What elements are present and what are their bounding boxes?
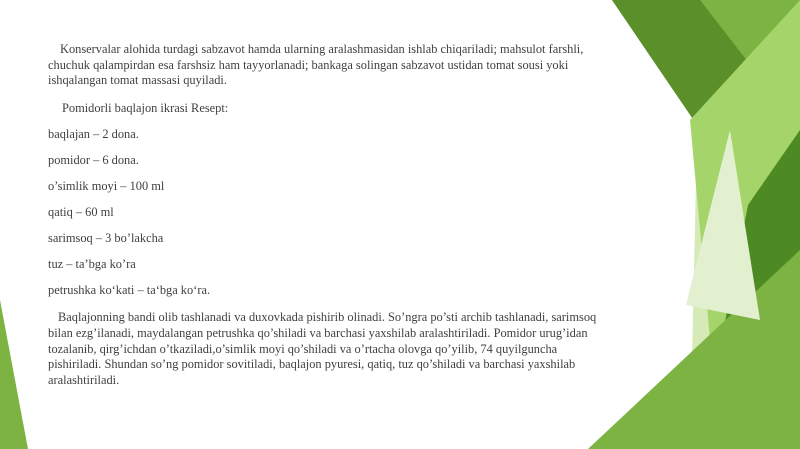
method-paragraph: Baqlajonning bandi olib tashlanadi va duxovkada pishirib olinadi. So’ngra po’sti archib tashlanadi, sarimsoq bilan ezg’ilanadi, maydalangan petrushka qo’shiladi va barchasi yaxshilab aralashtiriladi. Pomidor urug’idan tozalanib, qirg’ichdan o’tkaziladi,o’simlik moyi qo’shiladi va o’rtacha olovga qo’yilib, 74 quyilguncha pishiriladi. Shundan so’ng pomidor sovitiladi, baqlajon pyuresi, qatiq, tuz qo’shiladi va barchasi yaxshilab aralashtiriladi. — [48, 310, 597, 387]
ingredient-item: tuz – ta’bga ko’ra — [48, 257, 136, 272]
ingredient-item: petrushka ko‘kati – ta‘bga ko‘ra. — [48, 283, 211, 298]
content-text — [48, 42, 608, 388]
ingredient-item: sarimsoq – 3 bo’lakcha — [48, 231, 164, 246]
ingredient-item: o’simlik moyi – 100 ml — [48, 179, 165, 194]
ingredient-item: baqlajan – 2 dona. — [48, 127, 139, 142]
intro-paragraph: Konservalar alohida turdagi sabzavot hamda ularning aralashmasidan ishlab chiqariladi; mahsulot farshli, chuchuk qalampirdan esa farshsiz ham tayyorlanadi; bankaga solingan sabzavot ustidan tomat sousi yoki ishqalangan tomat massasi quyiladi. — [48, 42, 584, 88]
decor-shape-left-bottom — [0, 300, 28, 449]
ingredient-item: pomidor – 6 dona. — [48, 153, 139, 168]
recipe-title: Pomidorli baqlajon ikrasi Resept: — [62, 100, 229, 115]
ingredient-item: qatiq – 60 ml — [48, 205, 114, 220]
ingredient-list — [48, 126, 608, 298]
